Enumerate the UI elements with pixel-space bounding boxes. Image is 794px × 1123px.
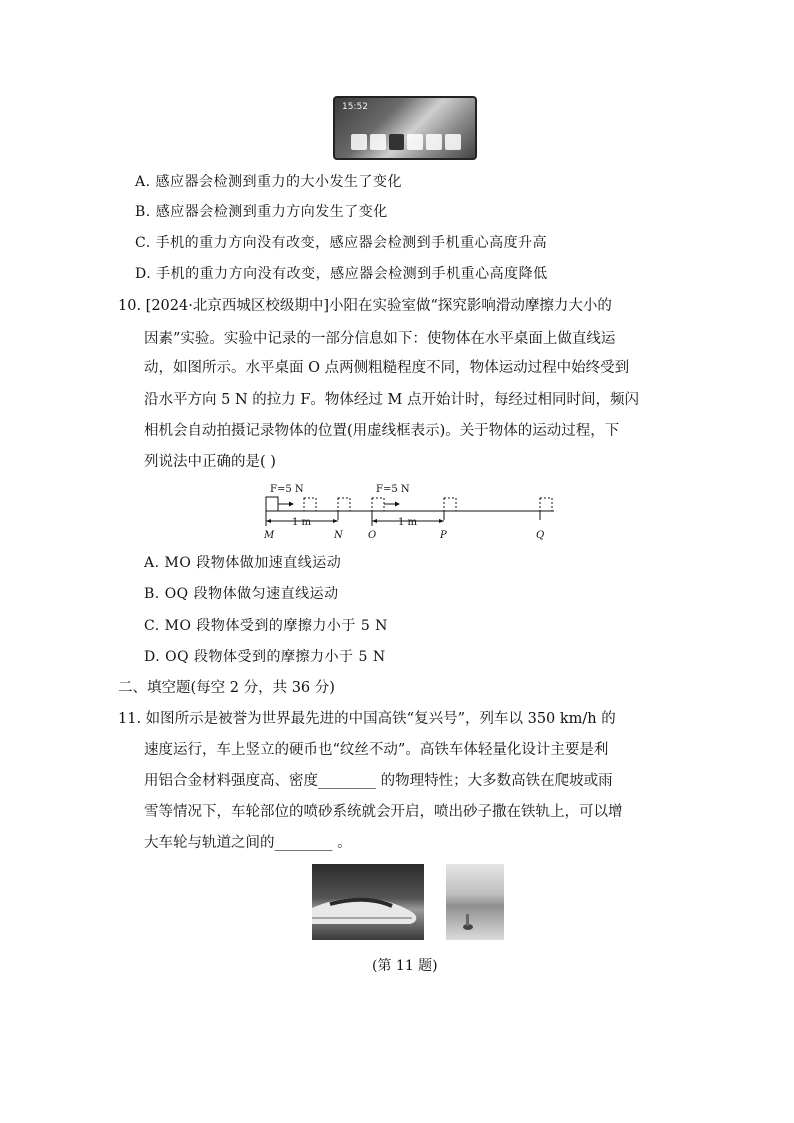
force-label-1: F=5 N <box>270 484 304 495</box>
q11-line-4: 雪等情况下，车轮部位的喷砂系统就会开启，喷出砂子撒在铁轨上，可以增 <box>144 804 623 820</box>
q10-line-1: 10. [2024·北京西城区校级期中]小阳在实验室做“探究影响滑动摩擦力大小的 <box>118 298 612 314</box>
phone-screen-image <box>333 96 477 160</box>
q10-option-c: C. MO 段物体受到的摩擦力小于 5 N <box>144 618 388 634</box>
q10-line-3: 动，如图所示。水平桌面 O 点两侧粗糙程度不同，物体运动过程中始终受到 <box>144 360 630 376</box>
q10-option-d: D. OQ 段物体受到的摩擦力小于 5 N <box>144 649 386 665</box>
position-box <box>372 498 384 511</box>
position-box <box>540 498 552 511</box>
position-box <box>304 498 316 511</box>
q11-line-2: 速度运行，车上竖立的硬币也“纹丝不动”。高铁车体轻量化设计主要是利 <box>144 742 609 758</box>
figure-caption: (第 11 题) <box>372 958 438 974</box>
q10-option-a: A. MO 段物体做加速直线运动 <box>144 555 342 571</box>
q11-line-3: 用铝合金材料强度高、密度________ 的物理特性；大多数高铁在爬坡或雨 <box>144 773 613 789</box>
q11-line-5: 大车轮与轨道之间的________ 。 <box>144 835 352 851</box>
force-label-2: F=5 N <box>376 484 410 495</box>
q9-option-a: A. 感应器会检测到重力的大小发生了变化 <box>135 174 403 190</box>
q9-option-b: B. 感应器会检测到重力方向发生了变化 <box>135 204 388 220</box>
q10-line-5: 相机会自动拍摄记录物体的位置(用虚线框表示)。关于物体的运动过程，下 <box>144 423 620 439</box>
position-box <box>444 498 456 511</box>
section-heading: 二、填空题(每空 2 分，共 36 分) <box>118 680 335 696</box>
q10-line-6: 列说法中正确的是( ) <box>144 454 276 470</box>
object-block <box>266 497 278 511</box>
q9-option-d: D. 手机的重力方向没有改变，感应器会检测到手机重心高度降低 <box>135 266 548 282</box>
coin-on-windowsill-photo <box>446 864 504 940</box>
phone-time: 15:52 <box>342 102 368 112</box>
point-label-p: P <box>440 530 447 541</box>
high-speed-train-photo <box>312 864 424 940</box>
q10-option-b: B. OQ 段物体做匀速直线运动 <box>144 586 339 602</box>
position-box <box>338 498 350 511</box>
q10-motion-diagram <box>258 480 568 542</box>
q11-line-1: 11. 如图所示是被誉为世界最先进的中国高铁“复兴号”，列车以 350 km/h 的 <box>118 711 616 727</box>
phone-dock <box>351 134 461 150</box>
q10-line-2: 因素”实验。实验中记录的一部分信息如下：使物体在水平桌面上做直线运 <box>144 331 616 347</box>
distance-label-1: 1 m <box>292 517 312 528</box>
q9-option-c: C. 手机的重力方向没有改变，感应器会检测到手机重心高度升高 <box>135 235 548 251</box>
point-label-q: Q <box>536 530 545 541</box>
distance-label-2: 1 m <box>398 517 418 528</box>
q10-line-4: 沿水平方向 5 N 的拉力 F。物体经过 M 点开始计时，每经过相同时间，频闪 <box>144 392 639 408</box>
point-label-n: N <box>334 530 343 541</box>
point-label-o: O <box>368 530 377 541</box>
point-label-m: M <box>264 530 275 541</box>
